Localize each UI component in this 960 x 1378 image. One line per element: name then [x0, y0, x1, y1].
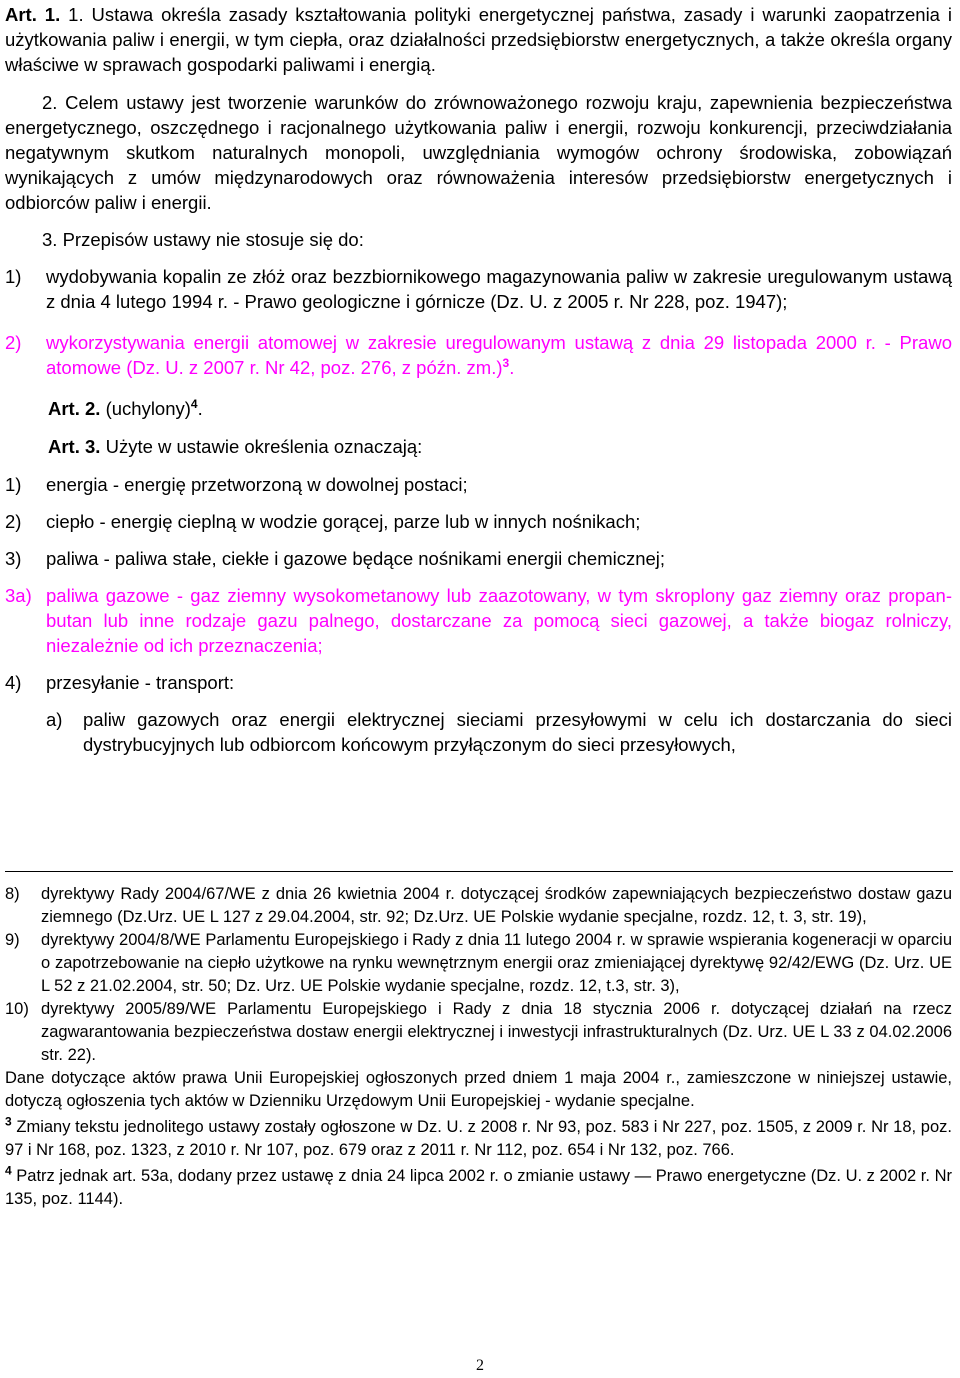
footnote-3-mark: 3 — [5, 1114, 12, 1129]
footnote-item-10 — [5, 998, 952, 1067]
art1-item-2-number: 2) — [5, 332, 22, 353]
art1-para2-text: Celem ustawy jest tworzenie warunków do zrównoważonego rozwoju kraju, zapewnienia bezpieczeństwa energetycznego, oszczędnego i racjonalnego użytkowania paliw i energii, rozwoju konkurencji, przeciwdziałania negatywnym skutkom naturalnych monopoli, uwzględniania wymogów ochrony środowiska, zobowiązań wynikających z umów międzynarodowych oraz równoważenia interesów przedsiębiorstw energetycznych i odbiorców paliw i energii. — [5, 92, 953, 213]
art3-item-3a — [5, 583, 952, 658]
footnote-item-8 — [5, 883, 952, 929]
footnote-item-8-text: dyrektywy Rady 2004/67/WE z dnia 26 kwietnia 2004 r. dotyczącej środków zapewniających bezpieczeństwo dostaw gazu ziemnego (Dz.Urz. UE L 127 z 29.04.2004, str. 92; Dz.Urz. UE Polskie wydanie specjalne, rozdz. 12, t. 3, str. 19), — [41, 885, 952, 926]
art1-item-2-tail: . — [509, 357, 515, 378]
art1-item-1 — [5, 264, 952, 314]
footnote-4-mark: 4 — [5, 1163, 12, 1178]
art2-tail: . — [197, 398, 203, 419]
footnote-item-9-number: 9) — [5, 931, 20, 949]
art1-para1-text: Ustawa określa zasady kształtowania polityki energetycznej państwa, zasady i warunki zaopatrzenia i użytkowania paliw i energii, w tym ciepła, oraz działalności przedsiębiorstw energetycznych, a także określa organy właściwe w sprawach gospodarki paliwami i energią. — [5, 4, 953, 75]
art3-item-1-text: energia - energię przetworzoną w dowolnej postaci; — [46, 474, 468, 495]
art3-item-4 — [5, 670, 952, 695]
art1-item-1-text: wydobywania kopalin ze złóż oraz bezzbiornikowego magazynowania paliw w zakresie uregulowanym ustawą z dnia 4 lutego 1994 r. - Prawo geologiczne i górnicze (Dz. U. z 2005 r. Nr 228, poz. 1947); — [46, 266, 952, 312]
footnote-closing: Dane dotyczące aktów prawa Unii Europejskiej ogłoszonych przed dniem 1 maja 2004 r., zamieszczone w niniejszej ustawie, dotyczą ogłoszenia tych aktów w Dzienniku Urzędowym Unii Europejskiej - wydanie specjalne. — [5, 1069, 952, 1110]
footnote-ref-3: 3 — [502, 355, 510, 370]
footnote-3 — [5, 1116, 952, 1162]
footnote-item-8-number: 8) — [5, 885, 20, 903]
art3-item-3a-number: 3a) — [5, 585, 32, 606]
art3-item-3 — [5, 546, 952, 571]
art3-text: Użyte w ustawie określenia oznaczają: — [105, 436, 423, 457]
art3-subitem-a-text: paliw gazowych oraz energii elektrycznej sieciami przesyłowymi w celu ich dostarczania do sieci dystrybucyjnych lub odbiorcom końcowym przyłączonym do sieci przesyłowych, — [83, 709, 952, 755]
art2 — [5, 396, 952, 421]
footnote-item-9-text: dyrektywy 2004/8/WE Parlamentu Europejskiego i Rady z dnia 11 lutego 2004 r. w sprawie wspierania kogeneracji w oparciu o zapotrzebowanie na ciepło użytkowe na rynku wewnętrznym energii oraz zmieniającej dyrektywę 92/42/EWG (Dz. Urz. UE L 52 z 21.02.2004, str. 50; Dz. Urz. UE Polskie wydanie specjalne, rozdz. 12, t.3, str. 3), — [41, 931, 952, 995]
art1-para2-number: 2. — [42, 92, 58, 113]
art3 — [5, 434, 952, 459]
footnote-item-9 — [5, 929, 952, 998]
footnote-3-text: Zmiany tekstu jednolitego ustawy zostały ogłoszone w Dz. U. z 2008 r. Nr 93, poz. 583 i Nr 227, poz. 1505, z 2009 r. Nr 18, poz. 97 i Nr 168, poz. 1323, z 2010 r. Nr 107, poz. 679 oraz z 2011 r. Nr 112, poz. 654 i Nr 132, poz. 766. — [5, 1118, 952, 1159]
footnote-item-10-number: 10) — [5, 1000, 29, 1018]
art1-para3 — [5, 227, 952, 252]
footnote-4 — [5, 1165, 952, 1211]
art1-para3-number: 3. — [42, 229, 58, 250]
art1-item-2-text: wykorzystywania energii atomowej w zakresie uregulowanym ustawą z dnia 29 listopada 2000 r. - Prawo atomowe (Dz. U. z 2007 r. Nr 42, poz. 276, z późn. zm.) — [46, 332, 952, 378]
document-page — [5, 0, 952, 757]
footnote-ref-4: 4 — [190, 396, 198, 411]
art3-subitem-a — [5, 707, 952, 757]
art3-item-4-number: 4) — [5, 672, 22, 693]
art3-item-4-text: przesyłanie - transport: — [46, 672, 235, 693]
art1-heading: Art. 1. — [5, 4, 61, 25]
art3-item-2-number: 2) — [5, 511, 22, 532]
art3-item-3-text: paliwa - paliwa stałe, ciekłe i gazowe będące nośnikami energii chemicznej; — [46, 548, 666, 569]
art3-item-2-text: ciepło - energię cieplną w wodzie gorącej, parze lub w innych nośnikach; — [46, 511, 641, 532]
art2-text: (uchylony) — [105, 398, 191, 419]
art3-subitem-a-number: a) — [46, 709, 63, 730]
art1-para1 — [5, 2, 952, 77]
art3-item-3-number: 3) — [5, 548, 22, 569]
art3-item-2 — [5, 509, 952, 534]
art3-item-1-number: 1) — [5, 474, 22, 495]
footnote-4-text: Patrz jednak art. 53a, dodany przez ustawę z dnia 24 lipca 2002 r. o zmianie ustawy ― Prawo energetyczne (Dz. U. z 2002 r. Nr 135, poz. 1144). — [5, 1167, 952, 1208]
art3-item-3a-text: paliwa gazowe - gaz ziemny wysokometanowy lub zaazotowany, w tym skroplony gaz ziemny oraz propan-butan lub inne rodzaje gazu palnego, dostarczane za pomocą sieci gazowej, a także biogaz rolniczy, niezależnie od ich przeznaczenia; — [46, 585, 952, 656]
art1-para1-number: 1. — [68, 4, 84, 25]
art1-para3-text: Przepisów ustawy nie stosuje się do: — [62, 229, 364, 250]
footnote-item-10-text: dyrektywy 2005/89/WE Parlamentu Europejskiego i Rady z dnia 18 stycznia 2006 r. dotyczącej działań na rzecz zagwarantowania bezpieczeństwa dostaw energii elektrycznej i inwestycji infrastrukturalnych (Dz. Urz. UE L 33 z 04.02.2006 str. 22). — [41, 1000, 952, 1064]
art2-heading: Art. 2. — [48, 398, 101, 419]
art3-heading: Art. 3. — [48, 436, 101, 457]
art3-item-1 — [5, 472, 952, 497]
footnotes — [5, 883, 952, 1211]
art1-para2 — [5, 90, 952, 215]
art1-item-2 — [5, 330, 952, 380]
footnote-separator — [5, 871, 953, 872]
page-number: 2 — [476, 1357, 484, 1374]
art1-item-1-number: 1) — [5, 266, 22, 287]
